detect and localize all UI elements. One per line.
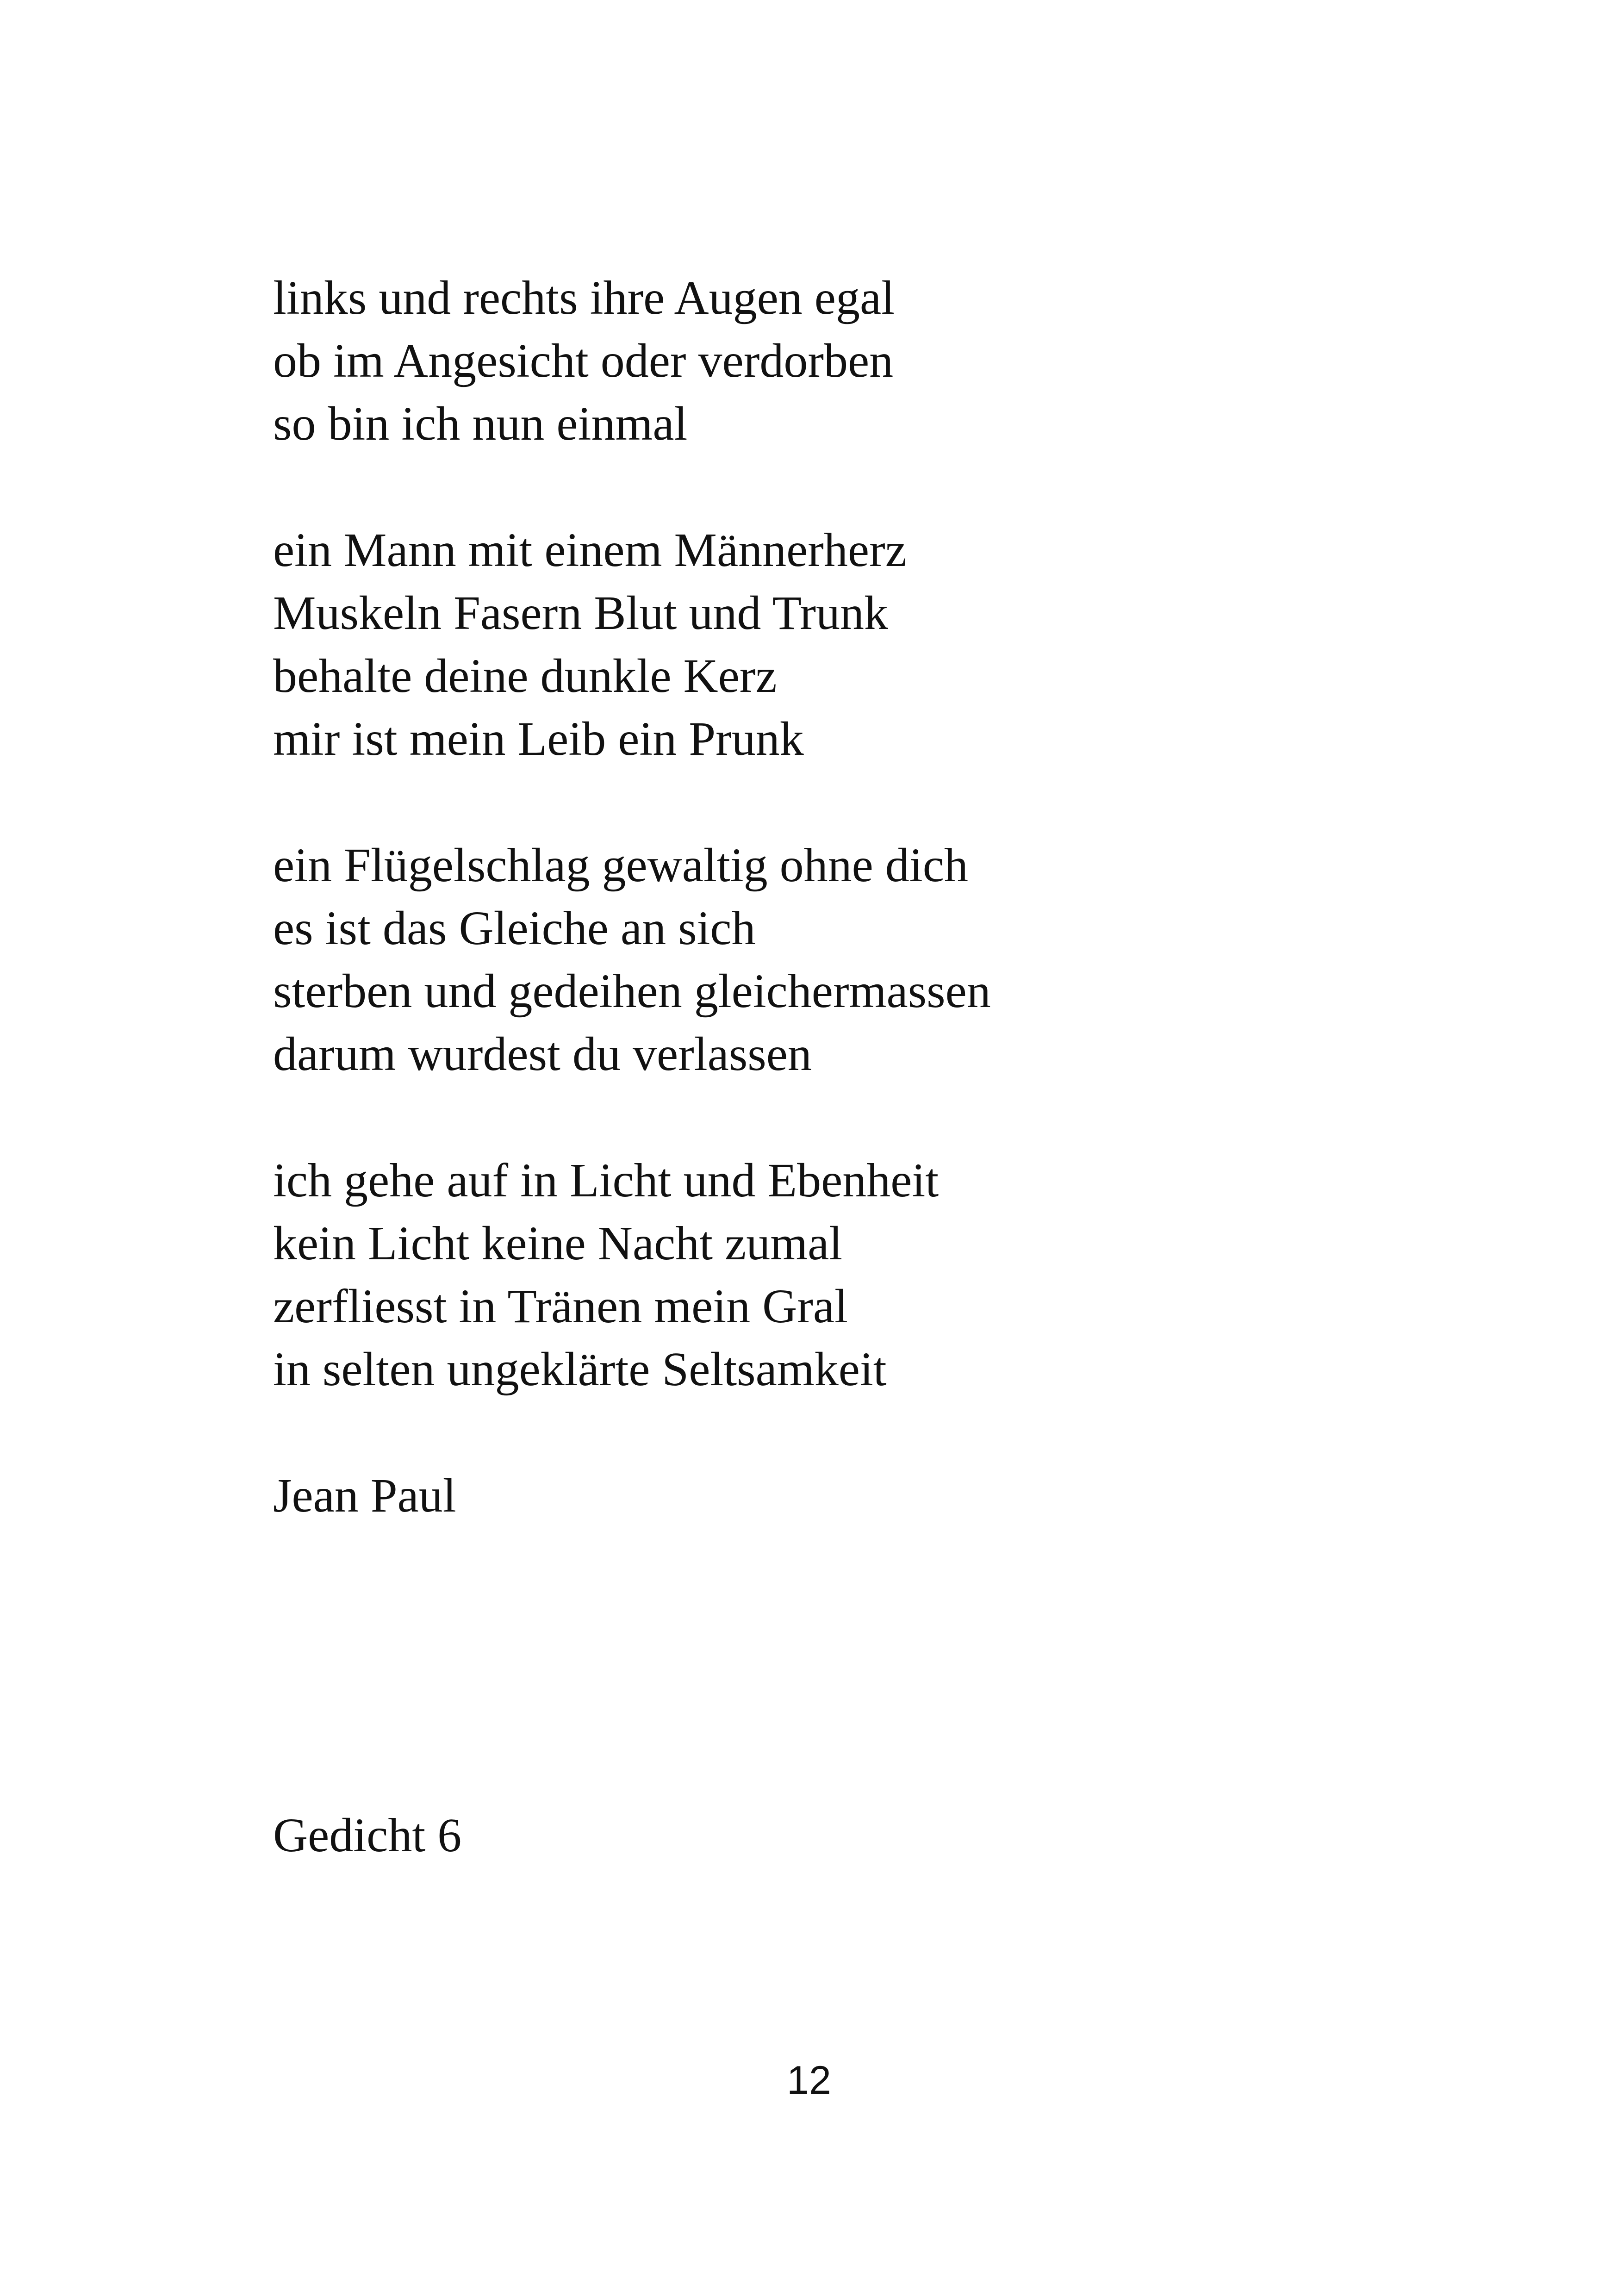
poem-line: zerfliesst in Tränen mein Gral: [273, 1280, 848, 1333]
poem-author: Jean Paul: [273, 1469, 456, 1522]
poem-line: ich gehe auf in Licht und Ebenheit: [273, 1154, 939, 1207]
stanza-2: [273, 519, 1430, 771]
poem-line: in selten ungeklärte Seltsamkeit: [273, 1343, 887, 1396]
poem: [273, 267, 1430, 1527]
page-number: 12: [787, 2058, 831, 2103]
stanza-1: [273, 267, 1430, 455]
poem-line: mir ist mein Leib ein Prunk: [273, 712, 804, 765]
stanza-3: [273, 834, 1430, 1086]
poem-line: behalte deine dunkle Kerz: [273, 649, 777, 703]
poem-line: ob im Angesicht oder verdorben: [273, 334, 894, 387]
poem-line: es ist das Gleiche an sich: [273, 902, 756, 955]
poem-line: kein Licht keine Nacht zumal: [273, 1217, 843, 1270]
poem-line: darum wurdest du verlassen: [273, 1027, 812, 1081]
stanza-4: [273, 1149, 1430, 1401]
poem-line: ein Flügelschlag gewaltig ohne dich: [273, 839, 968, 892]
poem-line: sterben und gedeihen gleichermassen: [273, 964, 991, 1018]
poem-line: Muskeln Fasern Blut und Trunk: [273, 586, 889, 640]
poem-line: ein Mann mit einem Männerherz: [273, 523, 907, 577]
poem-line: so bin ich nun einmal: [273, 397, 688, 450]
next-poem-title: Gedicht 6: [273, 1809, 462, 1862]
poem-line: links und rechts ihre Augen egal: [273, 271, 895, 324]
